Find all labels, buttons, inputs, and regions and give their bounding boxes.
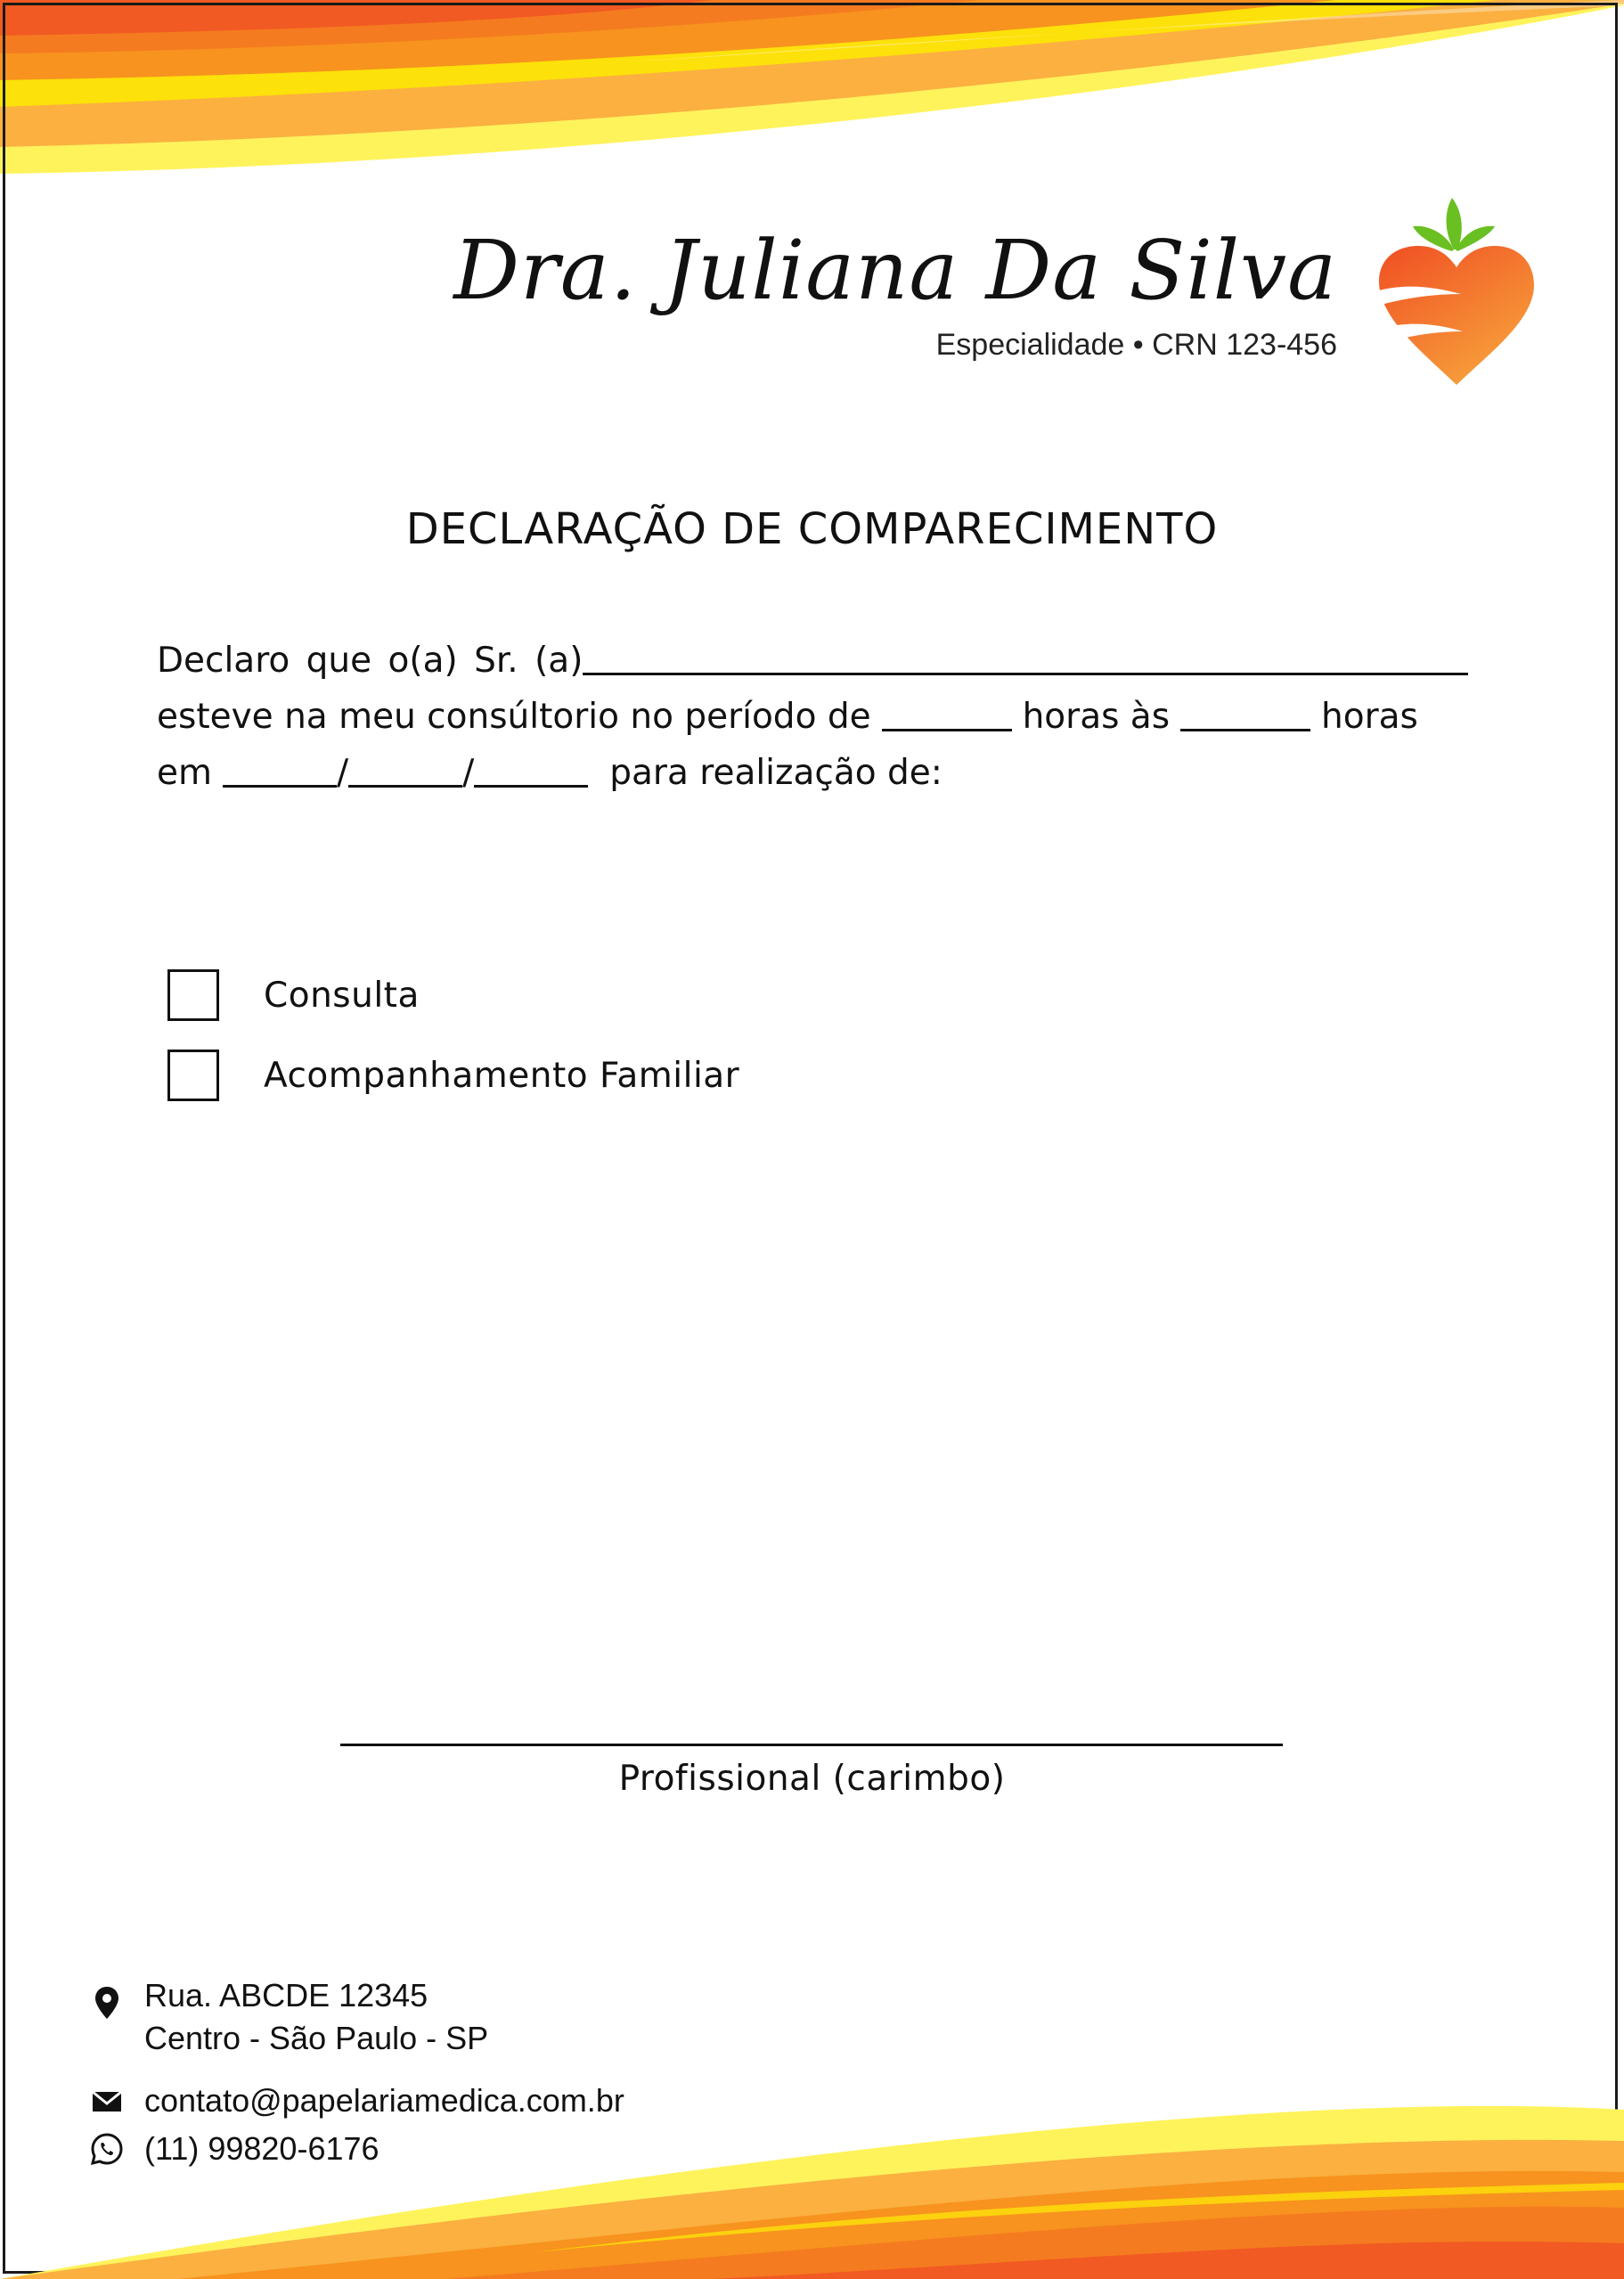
map-pin-icon xyxy=(89,1985,125,2021)
carrot-heart-icon xyxy=(1372,194,1541,390)
line3-text: em xyxy=(157,753,212,793)
patient-name-field[interactable] xyxy=(583,637,1468,675)
option-label: Acompanhamento Familiar xyxy=(264,1055,740,1096)
line2-middle-text: horas às xyxy=(1022,697,1171,737)
bottom-wave-decoration xyxy=(0,2083,1624,2279)
option-acompanhamento[interactable] xyxy=(167,1050,739,1101)
end-time-field[interactable] xyxy=(1180,693,1310,731)
line2-suffix-text: horas xyxy=(1321,697,1418,737)
checkbox-acompanhamento[interactable] xyxy=(167,1050,219,1101)
address-line-2: Centro - São Paulo - SP xyxy=(144,2020,489,2056)
declaration-line-1 xyxy=(157,633,1468,689)
declaration-line-3 xyxy=(157,745,1468,801)
address-line-1: Rua. ABCDE 12345 xyxy=(144,1977,428,2014)
email-text[interactable]: contato@papelariamedica.com.br xyxy=(144,2082,624,2119)
doctor-specialty: Especialidade • CRN 123-456 xyxy=(935,328,1337,362)
line2-text: esteve na meu consúltorio no período de xyxy=(157,697,871,737)
checkbox-consulta[interactable] xyxy=(167,969,219,1021)
phone-text[interactable]: (11) 99820-6176 xyxy=(144,2130,379,2167)
line1-text: Declaro que o(a) Sr. (a) xyxy=(157,641,583,681)
declaration-text xyxy=(157,633,1468,801)
signature-line[interactable] xyxy=(340,1744,1283,1746)
option-label: Consulta xyxy=(264,975,420,1016)
date-year-field[interactable] xyxy=(474,749,588,788)
signature-label: Profissional (carimbo) xyxy=(618,1759,1006,1799)
option-consulta[interactable] xyxy=(167,969,420,1021)
date-day-field[interactable] xyxy=(223,749,337,788)
date-separator-2: / xyxy=(462,753,475,793)
declaration-line-2 xyxy=(157,689,1468,745)
line3-suffix-text: para realização de: xyxy=(609,753,943,793)
doctor-name: Dra. Juliana Da Silva xyxy=(453,223,1337,318)
contact-address xyxy=(89,1974,488,2060)
date-month-field[interactable] xyxy=(348,749,462,788)
start-time-field[interactable] xyxy=(882,693,1012,731)
document-title: DECLARAÇÃO DE COMPARECIMENTO xyxy=(405,504,1219,554)
date-separator-1: / xyxy=(337,753,349,793)
